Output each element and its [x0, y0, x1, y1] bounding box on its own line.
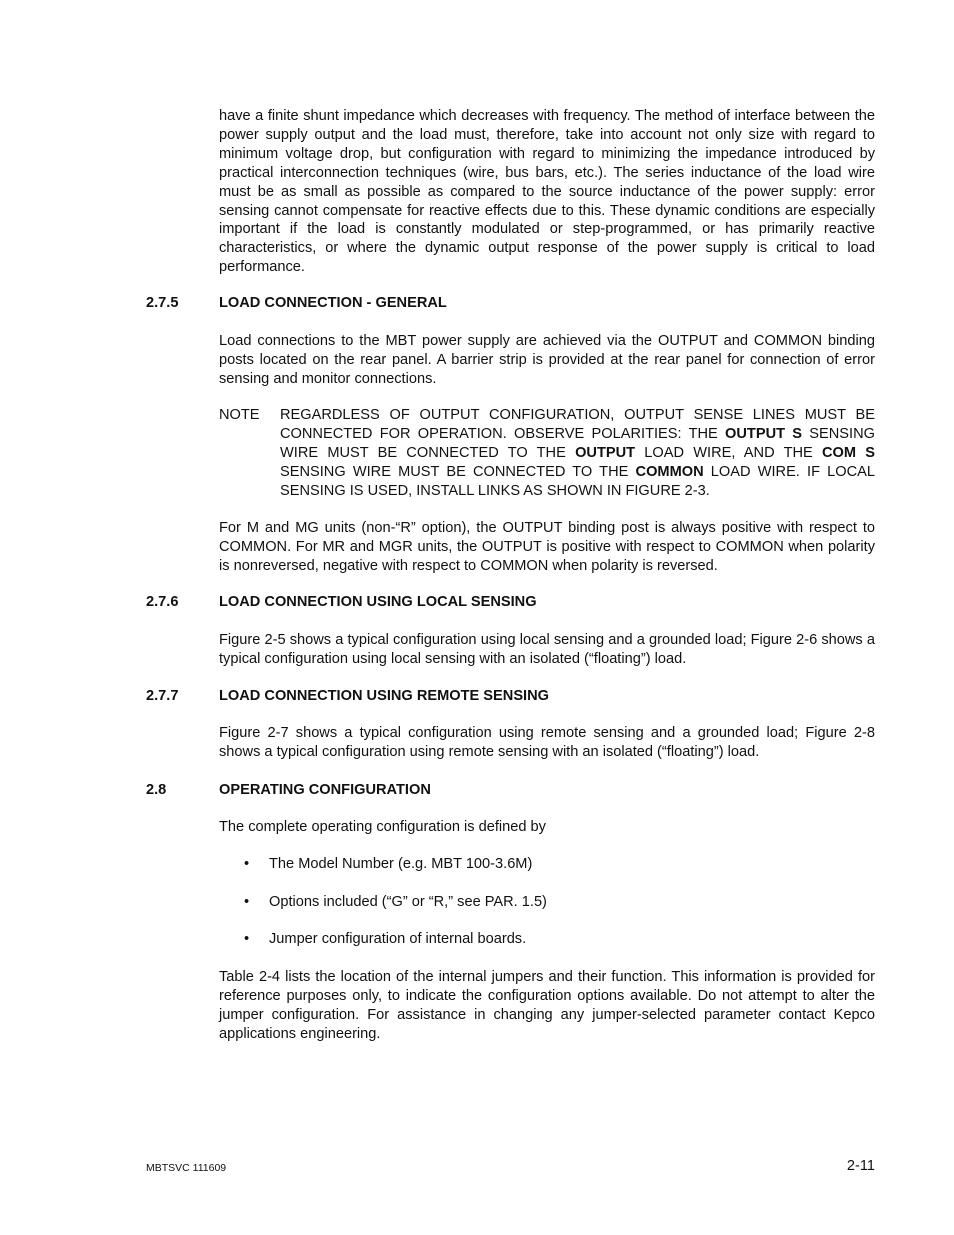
section-2-7-5-heading	[146, 294, 875, 313]
section-number: 2.7.6	[146, 594, 179, 610]
bullet-icon: •	[244, 894, 250, 910]
bullet-icon: •	[244, 856, 250, 872]
section-number: 2.7.7	[146, 688, 179, 704]
footer-page-number: 2-11	[846, 1158, 875, 1174]
com-s-emphasis: COM S	[821, 444, 875, 461]
section-title: OPERATING CONFIGURATION	[219, 782, 431, 798]
note-label: NOTE	[219, 407, 260, 423]
polarity-paragraph: For M and MG units (non-“R” option), the OUTPUT binding post is always positive with respect to COMMON. For MR and MGR units, the OUTPUT is positive with respect to COMMON when polarity is nonreversed, negative with respect to COMMON when polarity is reversed.	[219, 520, 875, 574]
list-item-text: Jumper configuration of internal boards.	[269, 931, 527, 947]
section-title: LOAD CONNECTION USING LOCAL SENSING	[219, 594, 537, 610]
jumper-table-paragraph: Table 2-4 lists the location of the internal jumpers and their function. This information is provided for reference purposes only, to indicate the configuration options available. Do not attempt to alter the jumper configuration. For assistance in changing any jumper-selected parameter contact Kepco applications engineering.	[219, 969, 875, 1042]
section-number: 2.8	[146, 782, 167, 798]
section-2-7-7-heading	[146, 687, 875, 706]
footer-doc-id: MBTSVC 111609	[146, 1162, 227, 1174]
list-item-text: Options included (“G” or “R,” see PAR. 1.5)	[269, 894, 547, 910]
bullet-icon: •	[244, 931, 250, 947]
section-title: LOAD CONNECTION USING REMOTE SENSING	[219, 688, 549, 704]
load-connection-general-paragraph: Load connections to the MBT power supply are achieved via the OUTPUT and COMMON binding posts located on the rear panel. A barrier strip is provided at the rear panel for connection of error sensing and monitor connections.	[219, 333, 875, 387]
section-title: LOAD CONNECTION - GENERAL	[219, 295, 447, 311]
remote-sensing-paragraph: Figure 2-7 shows a typical configuration using remote sensing and a grounded load; Figure 2-8 shows a typical configuration using remote sensing with an isolated (“floating”) load.	[219, 725, 875, 760]
output-emphasis: OUTPUT	[575, 444, 636, 461]
section-number: 2.7.5	[146, 295, 179, 311]
common-emphasis: COMMON	[635, 463, 704, 480]
note-text: REGARDLESS OF OUTPUT CONFIGURATION, OUTPUT SENSE LINES MUST BE CONNECTED FOR OPERATION. OBSERVE POLARITIES: THE OUTPUT S SENSING WIRE MUST BE CONNECTED TO THE OUTPUT LOAD WIRE, AND THE COM S SENSING WIRE MUST BE CONNECTED TO THE COMMON LOAD WIRE. IF LOCAL SENSING IS USED, INSTALL LINKS AS SHOWN IN FIGURE 2-3.	[280, 407, 875, 499]
local-sensing-paragraph: Figure 2-5 shows a typical configuration using local sensing and a grounded load; Figure 2-6 shows a typical configuration using local sensing with an isolated (“floating”) load.	[219, 632, 875, 667]
section-2-8-heading	[146, 781, 875, 800]
output-s-emphasis: OUTPUT S	[725, 425, 803, 442]
operating-configuration-intro: The complete operating configuration is defined by	[219, 819, 546, 835]
list-item-text: The Model Number (e.g. MBT 100-3.6M)	[269, 856, 533, 872]
intro-paragraph: have a finite shunt impedance which decreases with frequency. The method of interface between the power supply output and the load must, therefore, take into account not only size with regard to minimum voltage drop, but configuration with regard to minimizing the impedance introduced by practical interconnection techniques (wire, bus bars, etc.). The series inductance of the load wire must be as small as possible as compared to the source inductance of the power supply: error sensing cannot compensate for reactive effects due to this. These dynamic conditions are especially important if the load is constantly modulated or step-programmed, or has primarily reactive characteristics, or where the dynamic output response of the power supply is critical to load performance.	[219, 108, 875, 276]
section-2-7-6-heading	[146, 593, 875, 612]
